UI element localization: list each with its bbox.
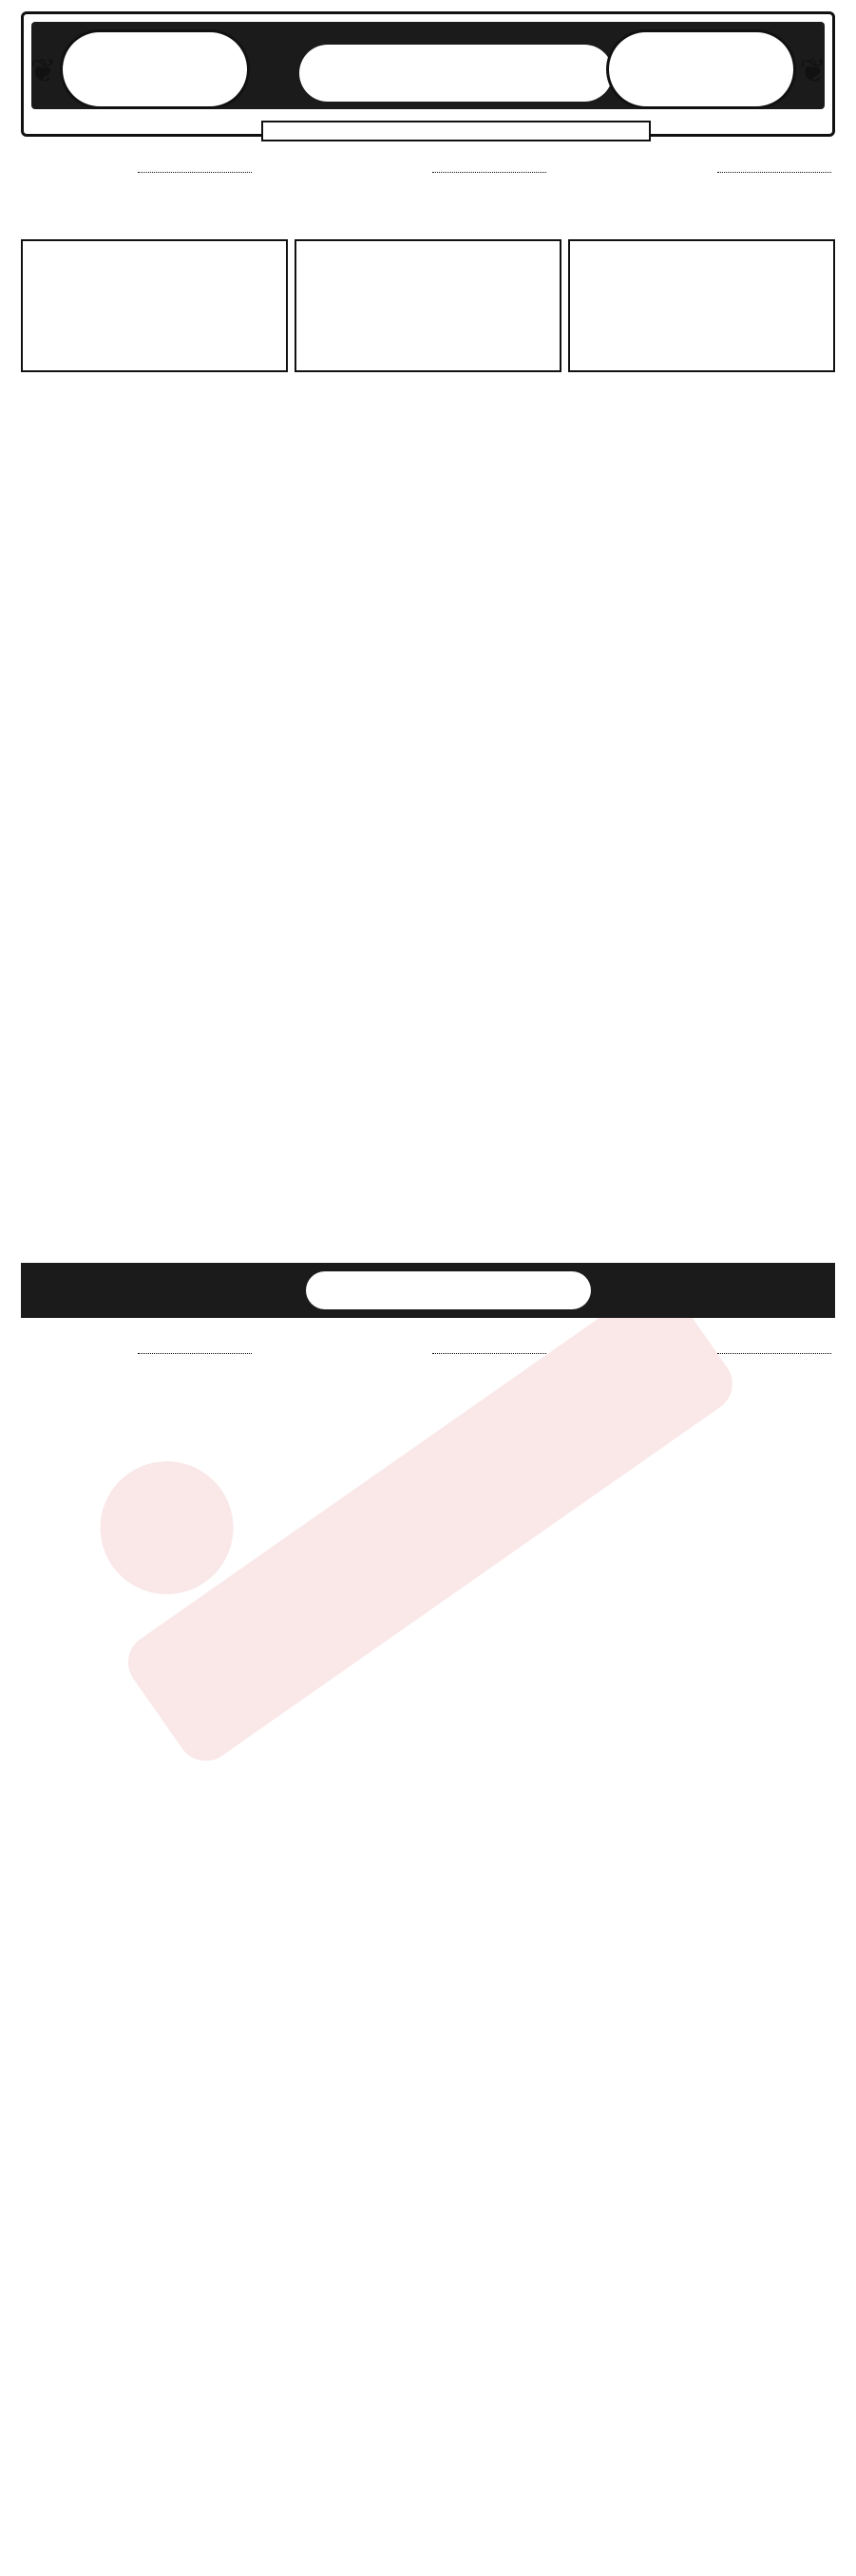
answer-grid-1 [21,239,288,372]
subjective-banner [21,1263,835,1318]
pattern-tagline [261,121,651,141]
year-badge [60,29,250,109]
board-title [299,45,613,102]
ornament-right-icon: ❦ [799,52,827,90]
answer-grid-3 [568,239,835,372]
roll-digits-field[interactable] [717,160,831,173]
objective-instruction [21,384,835,406]
sub-roll-words-field[interactable] [432,1341,546,1354]
objective-marks-row [21,195,835,223]
answer-grid-2 [295,239,561,372]
paper-number-badge [606,29,796,109]
subjective-marks-row [21,1379,835,1407]
objective-roll-row [21,152,835,180]
roll-words-field[interactable] [432,160,546,173]
ornament-left-icon: ❦ [29,52,57,90]
sub-roll-digits-field[interactable] [717,1341,831,1354]
subjective-roll-row [21,1333,835,1362]
signature-field[interactable] [138,160,252,173]
subjective-banner-title [306,1271,591,1309]
header-banner [21,11,835,137]
sub-signature-field[interactable] [138,1341,252,1354]
watermark-logo [57,1092,798,1946]
